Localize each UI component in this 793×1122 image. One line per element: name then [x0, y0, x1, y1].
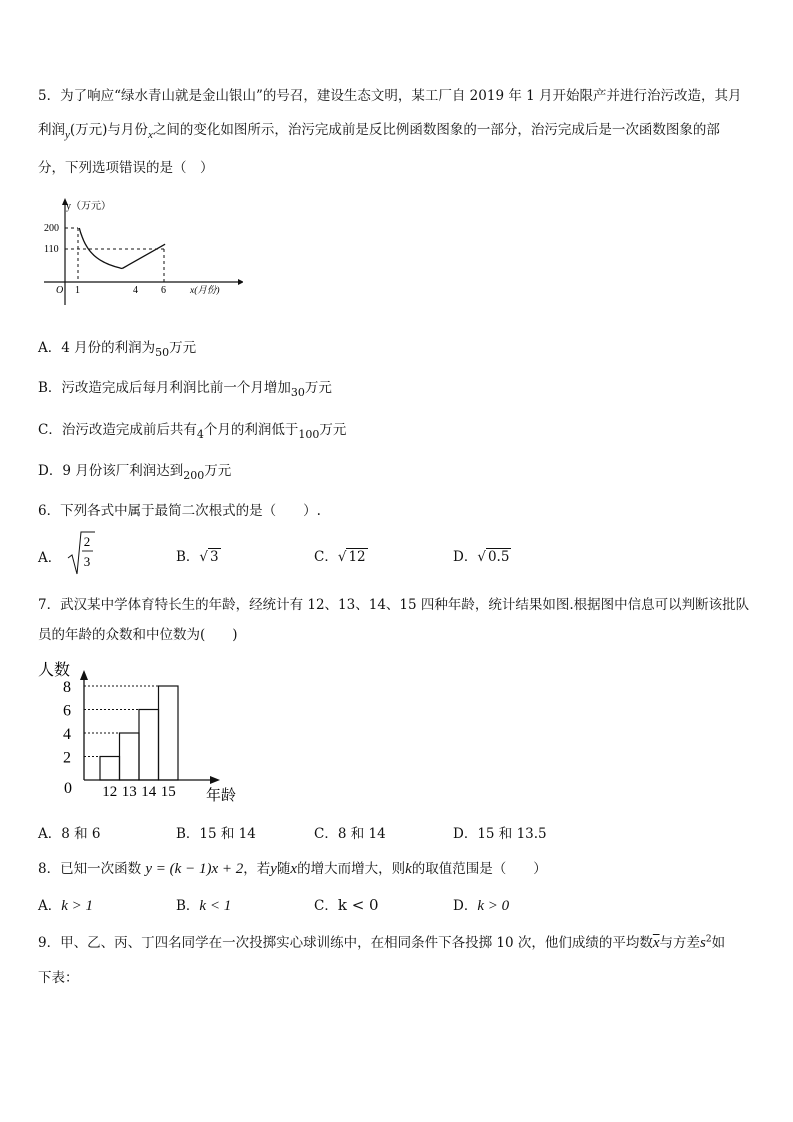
q5-ytick-110: 110: [44, 244, 59, 255]
q5-option-a[interactable]: A．4 月份的利润为$_{50}$万元: [38, 340, 197, 359]
q5-linear-segment: [122, 244, 165, 268]
q6-radical-a: [66, 530, 96, 576]
q7-bar-14: [139, 710, 159, 781]
q5-stem-line2: 利润$_y$(万元)与月份$_x$之间的变化如图所示，治污完成前是反比例函数图象的一部分，治污完成后是一次函数图象的部: [38, 122, 720, 141]
q8-option-d[interactable]: D．k > 0: [453, 898, 510, 914]
q5-stem-line3: 分，下列选项错误的是（ ）: [38, 160, 214, 176]
q7-option-b[interactable]: B．15 和 14: [176, 826, 256, 842]
q5-ytick-200: 200: [44, 223, 59, 234]
q6-option-a[interactable]: A． 2 3: [38, 530, 96, 576]
q5-ylabel: y（万元）: [66, 201, 111, 212]
q7-xtick-15: 15: [160, 784, 176, 800]
variance-symbol: s: [700, 935, 706, 951]
q7-ytick-2: 2: [63, 749, 71, 767]
q5-option-d[interactable]: D．9 月份该厂利润达到$_{200}$万元: [38, 463, 232, 482]
q8-option-a[interactable]: A．k > 1: [38, 898, 94, 914]
q7-bar-chart: [36, 658, 246, 804]
q7-option-c[interactable]: C．8 和 14: [314, 826, 386, 842]
q9-stem-line2: 下表：: [38, 970, 79, 986]
q7-option-a[interactable]: A．8 和 6: [38, 826, 101, 842]
q7-origin: 0: [64, 780, 72, 797]
q7-xtick-12: 12: [102, 784, 118, 800]
q7-bar-13: [120, 733, 140, 780]
q8-stem: 8．已知一次函数 y = (k − 1)x + 2，若y随x的增大而增大，则k的取值范围是（ ）: [38, 861, 547, 877]
q5-origin: O: [56, 285, 64, 296]
q5-option-b[interactable]: B．污改造完成后每月利润比前一个月增加$_{30}$万元: [38, 380, 332, 399]
q7-stem-line2: 员的年龄的众数和中位数为( ): [38, 627, 238, 643]
q6-a-denominator: 3: [83, 554, 90, 569]
mean-symbol: $\overline{x}$: [652, 935, 660, 951]
q7-ytick-8: 8: [63, 679, 71, 696]
q7-stem-line1: 7．武汉某中学体育特长生的年龄，经统计有 12、13、14、15 四种年龄，统计结果如图.根据图中信息可以判断该批队: [38, 597, 750, 613]
q7-xtick-14: 14: [141, 784, 157, 800]
q6-option-b[interactable]: B．√ 3: [176, 549, 219, 565]
q6-option-c[interactable]: C．√ 12: [314, 549, 366, 565]
q5-inverse-curve: [79, 228, 122, 269]
q5-xtick-1: 1: [75, 285, 80, 296]
q7-ytick-6: 6: [63, 702, 71, 720]
q8-option-c[interactable]: C．k < 0: [314, 896, 379, 914]
radical-sign-icon: √: [199, 549, 209, 565]
q5-stem-line1: 5．为了响应“绿水青山就是金山银山”的号召，建设生态文明，某工厂自 2019 年 1 月开始限产并进行治污改造，其月: [38, 88, 742, 104]
q7-ytick-4: 4: [63, 726, 71, 743]
q6-option-d[interactable]: D．√ 0.5: [453, 549, 510, 565]
q5-option-c[interactable]: C．治污改造完成前后共有$_4$个月的利润低于$_{100}$万元: [38, 422, 347, 441]
q7-xtick-13: 13: [121, 784, 137, 800]
q6-a-numerator: 2: [83, 534, 90, 549]
radical-sign-icon: √: [337, 549, 347, 565]
q8-function-expr: y = (k − 1)x + 2: [145, 861, 244, 877]
q5-guide-lines: [65, 228, 164, 282]
q5-xtick-4: 4: [133, 285, 138, 296]
q6-stem: 6．下列各式中属于最简二次根式的是（ ）.: [38, 503, 321, 519]
q7-option-d[interactable]: D．15 和 13.5: [453, 826, 547, 842]
q5-xtick-6: 6: [161, 285, 166, 296]
q7-x-arrow: [210, 776, 220, 784]
q7-ylabel: 人数: [38, 662, 71, 679]
q5-line-chart: [38, 195, 243, 310]
q7-xlabel: 年龄: [206, 788, 237, 804]
q5-x-arrow: [238, 279, 243, 285]
q5-xlabel: x(月份): [190, 286, 220, 296]
q8-option-b[interactable]: B．k < 1: [176, 898, 232, 914]
q9-stem-line1: 9．甲、乙、丙、丁四名同学在一次投掷实心球训练中，在相同条件下各投掷 10 次，他们成绩的平均数$\overline{x}$与方差$s^2$如: [38, 934, 726, 951]
q7-y-arrow: [80, 670, 88, 680]
q7-bar-12: [100, 757, 120, 781]
radical-sign-icon: √: [477, 549, 486, 565]
q7-bar-15: [159, 686, 179, 780]
